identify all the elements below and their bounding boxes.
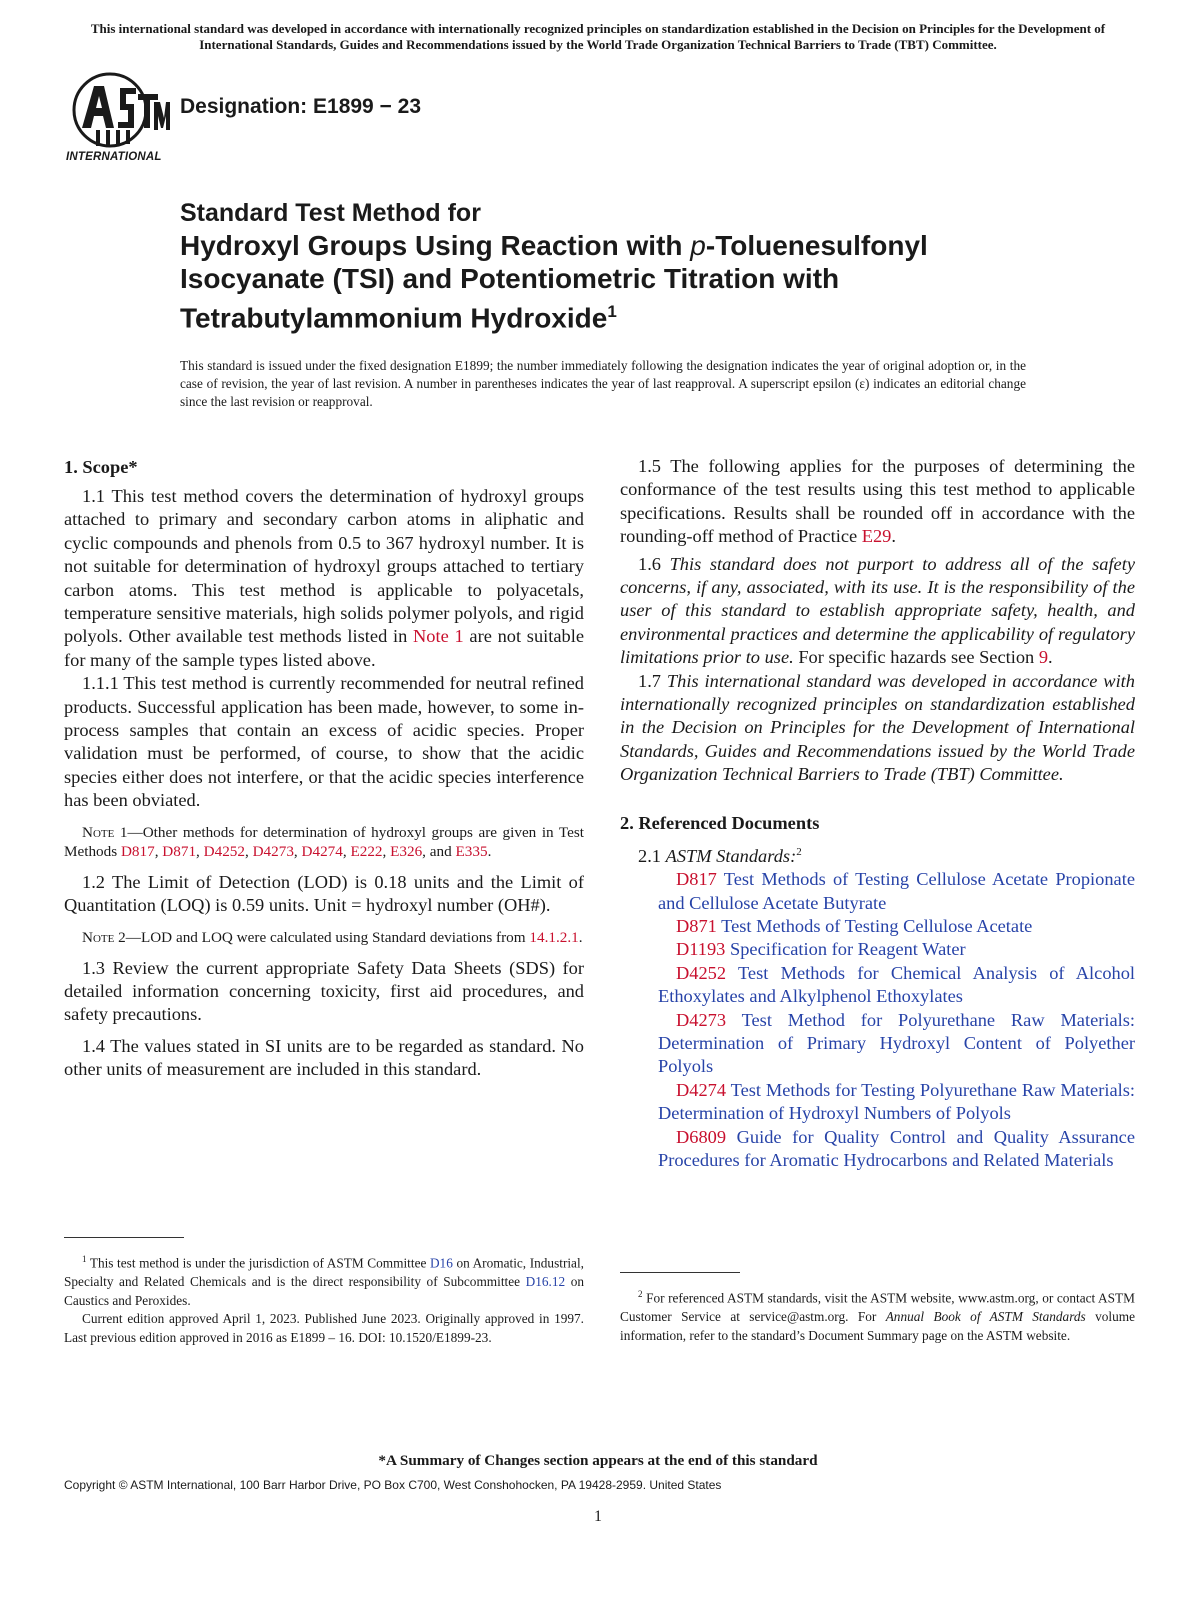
title-footnote-mark: 1 xyxy=(607,302,617,321)
ref-code-D4252[interactable]: D4252 xyxy=(676,962,727,983)
note-1: Note 1—Other methods for determination of hydroxyl groups are given in Test Methods D817, D871, D4252, D4273, D4274, E222, E326, and E335. xyxy=(64,823,584,860)
section-9-link[interactable]: 9 xyxy=(1038,647,1049,668)
left-column xyxy=(64,455,584,1082)
footnote-2: $^2$ For referenced ASTM standards, visit the ASTM website, www.astm.org, or contact ASTM Customer Service at service@astm.org. For Annual Book of ASTM Standards volume information, refer to the standard’s Document Summary page on the ASTM website. xyxy=(620,1289,1136,1343)
section-1-1: 1.1 This test method covers the determination of hydroxyl groups attached to primary and secondary carbon atoms in aliphatic and cyclic compounds and phenols from 0.5 to 367 hydroxyl number. It is not suitable for determination of hydroxyl groups attached to tertiary carbon atoms. This test method is applicable to polyacetals, temperature sensitive materials, high solids polymer polyols, and rigid polyols. Other available test methods listed in Note 1 are not suitable for many of the sample types listed above. xyxy=(64,486,584,670)
copyright: Copyright © ASTM International, 100 Barr Harbor Drive, PO Box C700, West Conshohocken, PA 19428-2959. United States xyxy=(64,1478,722,1492)
referenced-documents-heading: 2. Referenced Documents xyxy=(620,812,820,833)
section-14-1-2-1-link[interactable]: 14.1.2.1 xyxy=(529,928,579,946)
ref-title[interactable]: Test Methods of Testing Cellulose Acetate xyxy=(721,916,1033,937)
referenced-documents-list xyxy=(620,868,1135,1172)
ref-code-D4274[interactable]: D4274 xyxy=(676,1079,727,1100)
ref-link-D4252[interactable]: D4252 xyxy=(203,842,245,860)
ref-title[interactable]: Guide for Quality Control and Quality Assurance Procedures for Aromatic Hydrocarbons and Related Materials xyxy=(658,1126,1135,1171)
right-column xyxy=(620,455,1135,1173)
section-1-3: 1.3 Review the current appropriate Safety Data Sheets (SDS) for detailed information concerning toxicity, first aid procedures, and safety precautions. xyxy=(64,957,584,1025)
referenced-document-item xyxy=(620,868,1135,915)
document-title xyxy=(180,197,1060,334)
ref-link-D4274[interactable]: D4274 xyxy=(301,842,343,860)
ref-code-D1193[interactable]: D1193 xyxy=(676,939,726,960)
note1-link[interactable]: Note 1 xyxy=(413,626,464,647)
title-main: Hydroxyl Groups Using Reaction with p-Toluenesulfonyl Isocyanate (TSI) and Potentiometric Titration with Tetrabutylammonium Hydroxide$^1$ xyxy=(180,230,928,334)
referenced-document-item xyxy=(620,915,1135,938)
top-notice: This international standard was developed in accordance with internationally recognized principles on standardization established in the Decision on Principles for the Development of International Standards, Guides and Recommendations issued by the World Trade Organization Technical Barriers to Trade (TBT) Committee. xyxy=(90,21,1106,52)
ref-code-D4273[interactable]: D4273 xyxy=(676,1009,727,1030)
section-1-4: 1.4 The values stated in SI units are to be regarded as standard. No other units of measurement are included in this standard. xyxy=(64,1035,584,1080)
title-line1: Standard Test Method for xyxy=(180,199,481,227)
summary-of-changes-note: *A Summary of Changes section appears at the end of this standard xyxy=(378,1452,818,1469)
footnote-1: $^1$ This test method is under the jurisdiction of ASTM Committee D16 on Aromatic, Industrial, Specialty and Related Chemicals and is the direct responsibility of Subcommittee D16.12 on Caustics and Peroxides. Current edition approved April 1, 2023. Published June 2023. Originally approved in 1997. Last previous edition approved in 2016 as E1899 – 16. DOI: 10.1520/E1899-23. xyxy=(64,1254,584,1345)
ref-link-D817[interactable]: D817 xyxy=(120,842,155,860)
section-1-5: 1.5 The following applies for the purposes of determining the conformance of the test results using this test method to applicable specifications. Results shall be rounded off in accordance with the rounding-off method of Practice E29. xyxy=(620,456,1135,547)
page-number: 1 xyxy=(594,1508,602,1525)
section-1-1-1: 1.1.1 This test method is currently recommended for neutral refined products. Successful application has been made, however, to some in-process samples that contain an excess of acidic species. Proper validation must be performed, of course, to show that the acidic species either does not interfere, or that the acidic species interference has been obviated. xyxy=(64,673,584,811)
ref-code-D817[interactable]: D817 xyxy=(676,869,717,890)
e29-link[interactable]: E29 xyxy=(861,526,892,547)
referenced-document-item xyxy=(620,962,1135,1009)
ref-link-D4273[interactable]: D4273 xyxy=(252,842,294,860)
ref-title[interactable]: Test Methods for Testing Polyurethane Raw Materials: Determination of Hydroxyl Numbers of Polyols xyxy=(658,1079,1135,1124)
issued-note: This standard is issued under the fixed designation E1899; the number immediately following the designation indicates the year of original adoption or, in the case of revision, the year of last revision. A number in parentheses indicates the year of last reapproval. A superscript epsilon (ε) indicates an editorial change since the last revision or reapproval. xyxy=(180,358,1026,409)
footnote-rule-left xyxy=(64,1237,184,1238)
ref-link-E222[interactable]: E222 xyxy=(350,842,383,860)
ref-code-D6809[interactable]: D6809 xyxy=(676,1126,727,1147)
referenced-document-item xyxy=(620,1009,1135,1079)
d16-12-link[interactable]: D16.12 xyxy=(525,1274,566,1290)
footnote-rule-right xyxy=(620,1272,740,1273)
section-1-2: 1.2 The Limit of Detection (LOD) is 0.18 units and the Limit of Quantitation (LOQ) is 0.59 units. Unit = hydroxyl number (OH#). xyxy=(64,871,584,916)
ref-link-E326[interactable]: E326 xyxy=(390,842,423,860)
ref-title[interactable]: Specification for Reagent Water xyxy=(730,939,966,960)
ref-title[interactable]: Test Methods of Testing Cellulose Acetate Propionate and Cellulose Acetate Butyrate xyxy=(658,869,1135,913)
section-1-7: 1.7 This international standard was developed in accordance with internationally recognized principles on standardization established in the Decision on Principles for the Development of International Standards, Guides and Recommendations issued by the World Trade Organization Technical Barriers to Trade (TBT) Committee. xyxy=(620,670,1135,785)
ref-code-D871[interactable]: D871 xyxy=(676,916,717,937)
logo-caption: INTERNATIONAL xyxy=(66,151,162,163)
ref-link-D871[interactable]: D871 xyxy=(162,842,197,860)
d16-link[interactable]: D16 xyxy=(429,1255,453,1271)
note-2: Note 2—LOD and LOQ were calculated using Standard deviations from 14.1.2.1. xyxy=(82,928,583,946)
ref-title[interactable]: Test Methods for Chemical Analysis of Alcohol Ethoxylates and Alkylphenol Ethoxylates xyxy=(658,962,1136,1007)
referenced-document-item xyxy=(620,1079,1135,1126)
scope-heading: 1. Scope* xyxy=(64,457,138,477)
referenced-document-item xyxy=(620,938,1135,961)
referenced-document-item xyxy=(620,1126,1135,1173)
astm-standards-subheading: 2.1 ASTM Standards:$^2$ xyxy=(638,845,802,866)
ref-link-E335[interactable]: E335 xyxy=(455,842,488,860)
designation: Designation: E1899 − 23 xyxy=(180,95,422,118)
section-1-6: 1.6 This standard does not purport to address all of the safety concerns, if any, associated, with its use. It is the responsibility of the user of this standard to establish appropriate safety, health, and environmental practices and determine the applicability of regulatory limitations prior to use. For specific hazards see Section 9. xyxy=(620,553,1135,668)
ref-title[interactable]: Test Method for Polyurethane Raw Materials: Determination of Primary Hydroxyl Content of Polyether Polyols xyxy=(658,1009,1136,1077)
